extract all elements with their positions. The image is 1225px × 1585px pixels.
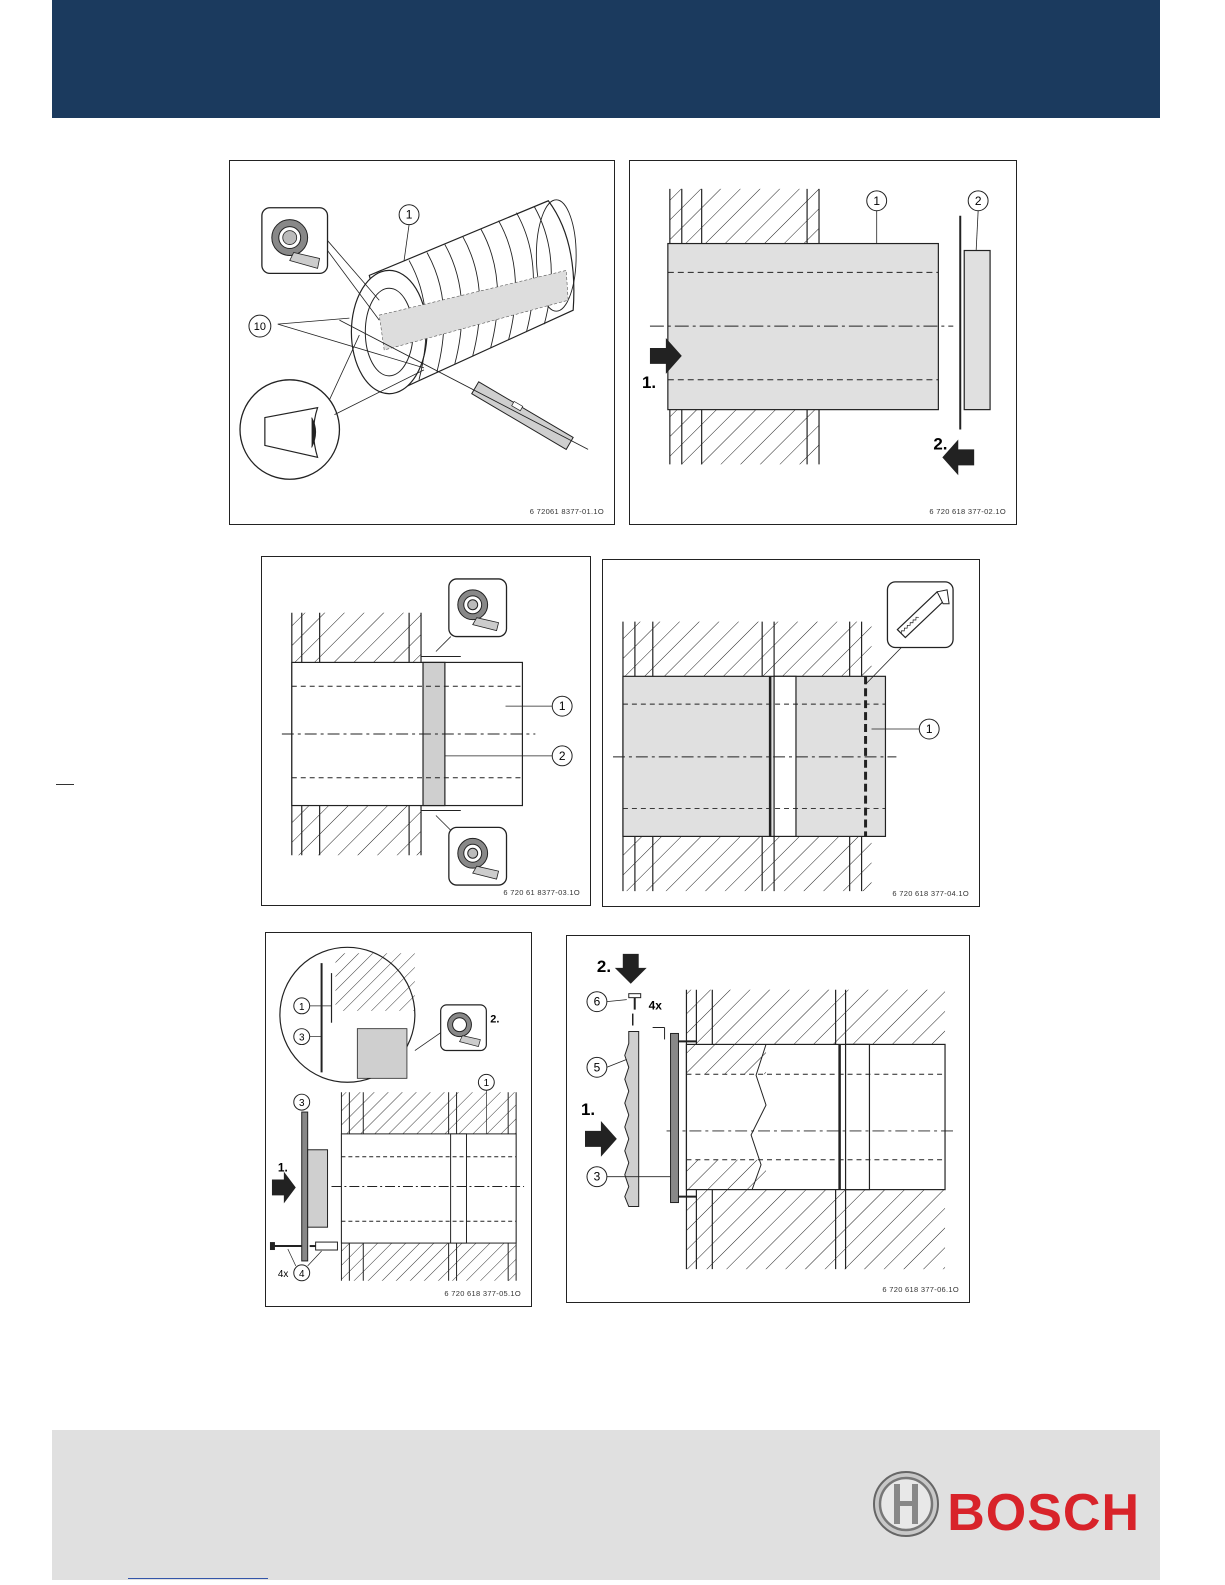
figure-4-panel	[602, 559, 980, 907]
figure-2-panel	[629, 160, 1017, 525]
tape-roll-icon	[449, 579, 507, 637]
svg-text:1: 1	[925, 722, 933, 736]
arrow-right-icon	[585, 1121, 617, 1157]
tape-roll-icon	[262, 208, 328, 274]
svg-text:2.: 2.	[490, 1013, 500, 1026]
figure-6-illustration	[567, 936, 969, 1302]
figure-5-panel	[265, 932, 532, 1307]
screw-icon	[629, 994, 641, 1010]
svg-text:1: 1	[558, 699, 566, 714]
arrow-down-icon	[615, 954, 647, 984]
footer	[52, 1430, 1160, 1580]
svg-text:4x: 4x	[277, 1268, 289, 1280]
svg-text:2: 2	[558, 748, 566, 763]
callout-6	[587, 992, 627, 1012]
figure-3-illustration	[262, 557, 590, 905]
screw-icon	[270, 1242, 302, 1250]
svg-text:10: 10	[253, 321, 266, 334]
hand-saw-icon	[887, 582, 953, 648]
callout-2	[968, 191, 988, 251]
svg-text:1: 1	[405, 207, 413, 222]
svg-text:4x: 4x	[648, 998, 662, 1013]
svg-text:3: 3	[593, 1169, 601, 1184]
figure-1-illustration	[230, 161, 614, 524]
figure-4-illustration	[603, 560, 979, 906]
svg-text:2.: 2.	[596, 956, 612, 976]
figure-ref: 6 72061 8377-01.1O	[529, 507, 604, 516]
figure-3-panel	[261, 556, 591, 906]
header-band	[52, 0, 1160, 118]
callout-3	[294, 1094, 310, 1110]
svg-text:1: 1	[483, 1078, 490, 1090]
tape-roll-icon	[449, 827, 507, 885]
svg-text:6: 6	[593, 994, 601, 1009]
figure-2-illustration	[630, 161, 1016, 524]
svg-text:2: 2	[974, 193, 982, 208]
bosch-armature-logo-icon	[872, 1470, 940, 1538]
svg-text:1: 1	[298, 1001, 305, 1013]
callout-1	[867, 191, 887, 244]
svg-text:1: 1	[873, 193, 881, 208]
callout-4	[278, 1249, 322, 1281]
brand-wordmark: BOSCH	[947, 1484, 1140, 1542]
callout-1	[399, 205, 419, 261]
svg-text:1.: 1.	[277, 1160, 288, 1175]
figure-ref: 6 720 61 8377-03.1O	[503, 888, 580, 897]
figure-1-panel	[229, 160, 615, 525]
callout-5	[587, 1057, 627, 1077]
svg-text:3: 3	[298, 1098, 305, 1110]
footer-link-underline	[128, 1578, 268, 1579]
svg-text:5: 5	[593, 1060, 601, 1075]
margin-mark	[56, 784, 74, 785]
louvre-cover-icon	[625, 1031, 639, 1206]
arrow-right-icon	[272, 1172, 296, 1204]
tape-roll-icon	[441, 1005, 487, 1051]
eye-icon	[240, 380, 339, 479]
figure-5-illustration	[266, 933, 531, 1306]
svg-text:3: 3	[298, 1032, 305, 1044]
svg-text:1.: 1.	[581, 1100, 596, 1120]
figure-ref: 6 720 618 377-05.1O	[444, 1289, 521, 1298]
svg-text:1.: 1.	[641, 372, 657, 392]
svg-text:4: 4	[298, 1268, 305, 1280]
figure-ref: 6 720 618 377-02.1O	[929, 507, 1006, 516]
figure-ref: 6 720 618 377-06.1O	[882, 1285, 959, 1294]
figure-6-panel	[566, 935, 970, 1303]
wall-plug-icon	[310, 1242, 338, 1250]
svg-text:2.: 2.	[933, 434, 948, 454]
figure-ref: 6 720 618 377-04.1O	[892, 889, 969, 898]
callout-10	[249, 315, 271, 337]
